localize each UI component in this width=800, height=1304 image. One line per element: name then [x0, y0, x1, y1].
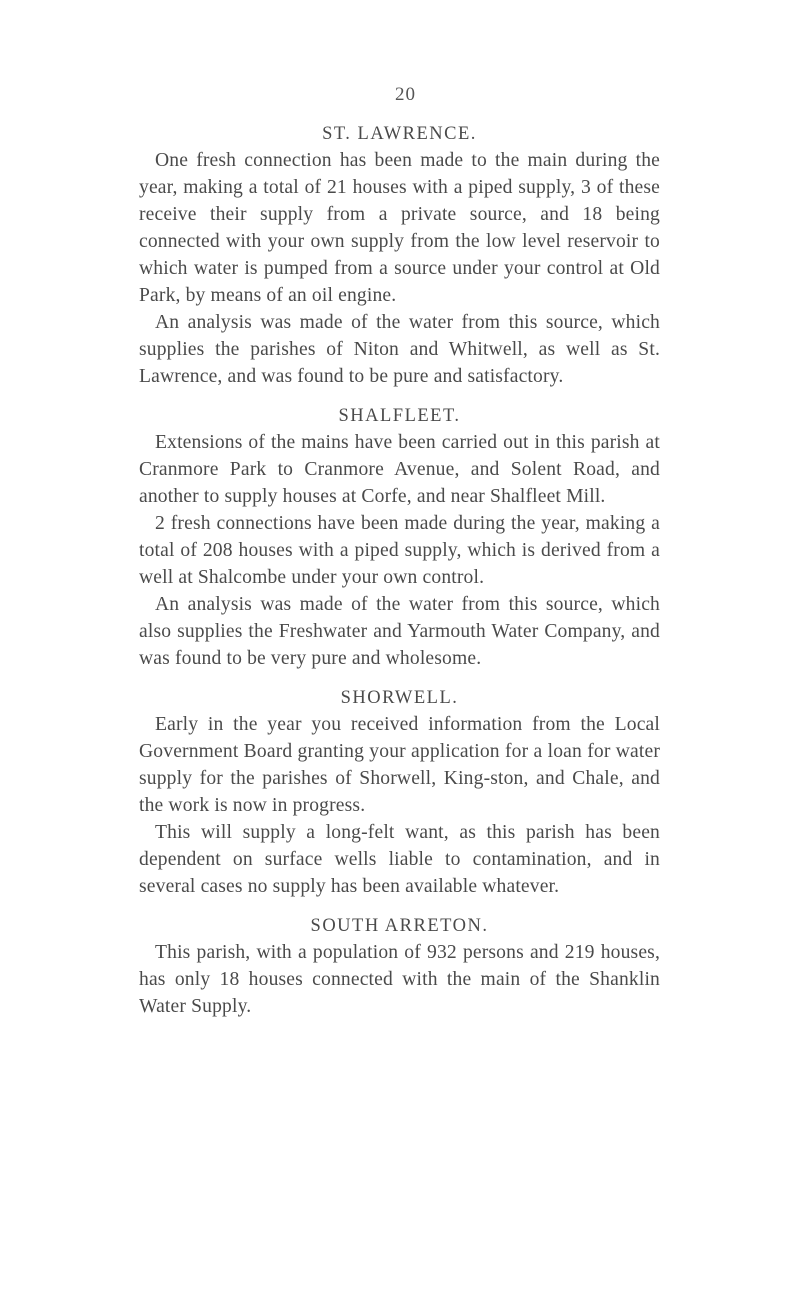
paragraph: 2 fresh connections have been made during the year, making a total of 208 houses with a piped supply, which is derived from a well at Shalcombe under your own control.	[139, 513, 660, 588]
section-st-lawrence	[139, 124, 660, 390]
paragraph: An analysis was made of the water from this source, which supplies the parishes of Niton and Whitwell, as well as St. Lawrence, and was found to be pure and satisfactory.	[139, 312, 660, 387]
paragraph: An analysis was made of the water from this source, which also supplies the Freshwater and Yarmouth Water Company, and was found to be very pure and wholesome.	[139, 594, 660, 669]
paragraph: Extensions of the mains have been carried out in this parish at Cranmore Park to Cranmore Avenue, and Solent Road, and another to supply houses at Corfe, and near Shalfleet Mill.	[139, 432, 660, 507]
paragraph: Early in the year you received information from the Local Government Board granting your application for a loan for water supply for the parishes of Shorwell, King-ston, and Chale, and the work is now in progress.	[139, 714, 660, 816]
document-page	[139, 84, 660, 1020]
section-shorwell	[139, 688, 660, 900]
section-heading: SHORWELL.	[340, 688, 459, 708]
section-south-arreton	[139, 916, 660, 1020]
paragraph: One fresh connection has been made to the main during the year, making a total of 21 houses with a piped supply, 3 of these receive their supply from a private source, and 18 being connected with your own supply from the low level reservoir to which water is pumped from a source under your control at Old Park, by means of an oil engine.	[139, 150, 660, 306]
section-heading: ST. LAWRENCE.	[322, 124, 477, 144]
section-heading: SHALFLEET.	[338, 406, 461, 426]
paragraph: This will supply a long-felt want, as this parish has been dependent on surface wells liable to contamination, and in several cases no supply has been available whatever.	[139, 822, 660, 897]
section-heading: SOUTH ARRETON.	[310, 916, 489, 936]
page-number: 20	[395, 84, 416, 105]
paragraph: This parish, with a population of 932 persons and 219 houses, has only 18 houses connected with the main of the Shanklin Water Supply.	[139, 942, 660, 1017]
section-shalfleet	[139, 406, 660, 672]
